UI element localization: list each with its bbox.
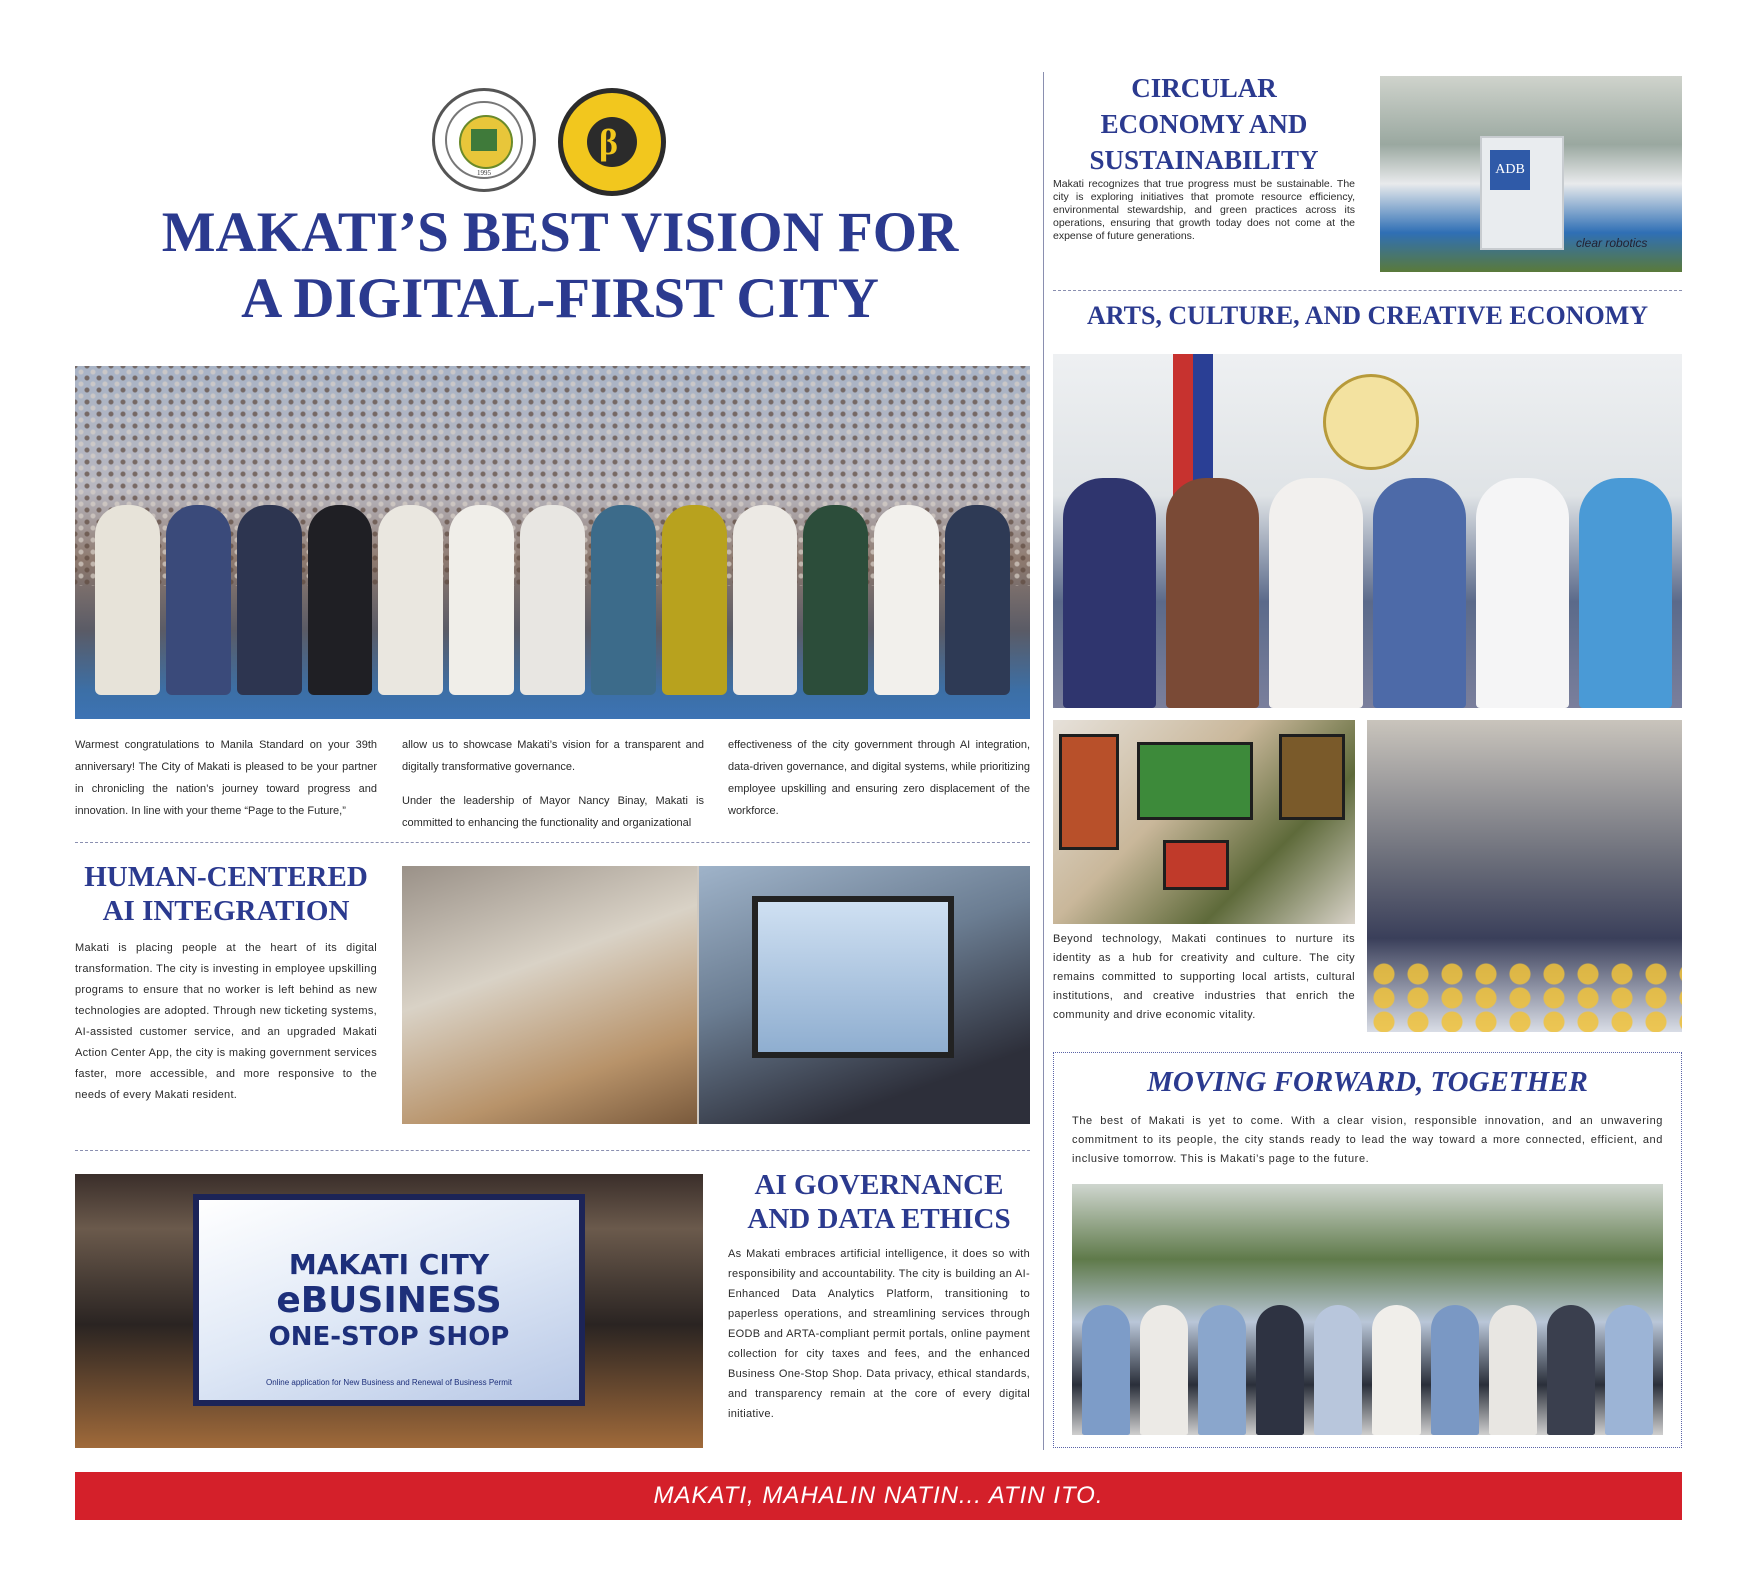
arts-people-row [1063,478,1672,708]
officials-row [95,505,1010,695]
arts-group-photo [1053,354,1682,708]
oath-taking-photo [1072,1184,1663,1435]
intro-paragraph-2a: allow us to showcase Makati’s vision for a transparent and digitally transformative governance. [402,739,704,773]
moving-forward-paragraph: The best of Makati is yet to come. With a clear vision, responsible innovation, and an unwavering commitment to its people, the city stands ready to lead the way toward a more connected, efficient, and inclusive tomorrow. This is Makati’s page to the future. [1072,1115,1663,1165]
ebusiness-screen [193,1194,585,1406]
art-gallery-photo [1053,720,1355,924]
ebusiness-line-3: ONE-STOP SHOP [268,1322,510,1352]
circular-title-line-1: CIRCULAR [1131,73,1277,103]
circular-paragraph: Makati recognizes that true progress must be sustainable. The city is exploring initiatives that promote resource efficiency, environmental stewardship, and green practices across its operations, ensuring that growth today does not come at the expense of future generations. [1053,178,1355,242]
intro-column-2 [402,734,704,846]
ai-governance-paragraph: As Makati embraces artificial intelligence, it does so with responsibility and accountability. The city is building an AI-Enhanced Data Analytics Platform, transitioning to paperless operations, and streamlining services through EODB and ARTA-compliant permit portals, online payment collection for city taxes and fees, and the enhanced Business One-Stop Shop. Data privacy, ethical standards, and transparency remain at the core of every digital initiative. [728,1248,1030,1420]
ai-governance-title [728,1168,1030,1236]
ai-governance-title-line-1: AI GOVERNANCE [754,1169,1004,1201]
section-divider-2 [75,1150,1030,1151]
headline-line-1: MAKATI’S BEST VISION FOR [161,201,959,264]
human-ai-body [75,938,377,1118]
circular-economy-body [1053,178,1355,255]
circular-economy-title [1053,70,1355,178]
human-ai-title [75,860,377,928]
ebusiness-line-2: eBUSINESS [276,1280,502,1321]
seal-year: 1995 [477,169,491,177]
painting-frame [1279,734,1345,820]
intro-paragraph-3: effectiveness of the city government through AI integration, data-driven governance, and digital systems, while prioritizing employee upskilling and ensuring zero displacement of the workforce. [728,739,1030,817]
column-divider [1043,72,1044,1450]
ebusiness-one-stop-shop-photo [75,1174,703,1448]
moving-forward-title: MOVING FORWARD, TOGETHER [1147,1066,1588,1098]
ai-integration-photo [402,866,1030,1124]
ebusiness-line-4: Online application for New Business and Renewal of Business Permit [266,1378,512,1387]
painting-frame [1059,734,1119,850]
ai-governance-title-line-2: AND DATA ETHICS [747,1203,1011,1235]
crowd-group-photo [75,366,1030,719]
arts-paragraph: Beyond technology, Makati continues to nurture its identity as a hub for creativity and culture. The city remains committed to supporting local artists, cultural institutions, and creative industries that enrich the community and drive economic vitality. [1053,933,1355,1021]
footer-slogan: MAKATI, MAHALIN NATIN... ATIN ITO. [653,1482,1104,1509]
intro-column-1 [75,734,377,834]
ebusiness-line-1: MAKATI CITY [288,1248,490,1281]
arts-culture-title: ARTS, CULTURE, AND CREATIVE ECONOMY [1086,301,1649,330]
section-divider-3 [1053,290,1682,291]
signing-scene [402,866,697,1124]
human-ai-paragraph: Makati is placing people at the heart of its digital transformation. The city is investing in employee upskilling programs to ensure that no worker is left behind as new technologies are adopted. Through new ticketing systems, AI-assisted customer service, and an upgraded Makati Action Center App, the city is making government services faster, more accessible, and more responsive to the needs of every Makati resident. [75,942,377,1101]
adb-label: ADB [1490,150,1530,190]
moving-forward-body [1072,1112,1663,1181]
painting-frame [1163,840,1229,890]
human-ai-title-line-2: AI INTEGRATION [102,895,350,927]
arts-body [1053,930,1355,1037]
students-group-photo [1367,720,1682,1032]
makati-city-seal [432,88,536,192]
employees-row [1082,1305,1653,1435]
intro-paragraph-2b: Under the leadership of Mayor Nancy Binay, Makati is committed to enhancing the functionality and organizational [402,795,704,829]
seal-building-icon [471,129,497,151]
smiley-mats [1367,962,1682,1032]
beta-logo-icon: β [599,122,618,162]
water-robot-photo [1380,76,1682,272]
headline-line-2: A DIGITAL-FIRST CITY [241,267,879,330]
ai-governance-body [728,1244,1030,1436]
intro-column-3 [728,734,1030,834]
section-divider-1 [75,842,1030,843]
painting-frame [1137,742,1253,820]
human-ai-title-line-1: HUMAN-CENTERED [84,861,368,893]
wall-seal [1323,374,1419,470]
paglingkuran-ang-bayan-seal [558,88,666,196]
circular-title-line-3: SUSTAINABILITY [1089,145,1319,175]
robot-caption: clear robotics [1576,236,1648,250]
touchscreen-display [752,896,954,1058]
main-headline [80,200,1040,332]
intro-paragraph-1: Warmest congratulations to Manila Standard on your 39th anniversary! The City of Makati is pleased to be your partner in chronicling the nation’s journey toward progress and innovation. In line with your theme “Page to the Future,” [75,739,377,817]
circular-title-line-2: ECONOMY AND [1100,109,1308,139]
